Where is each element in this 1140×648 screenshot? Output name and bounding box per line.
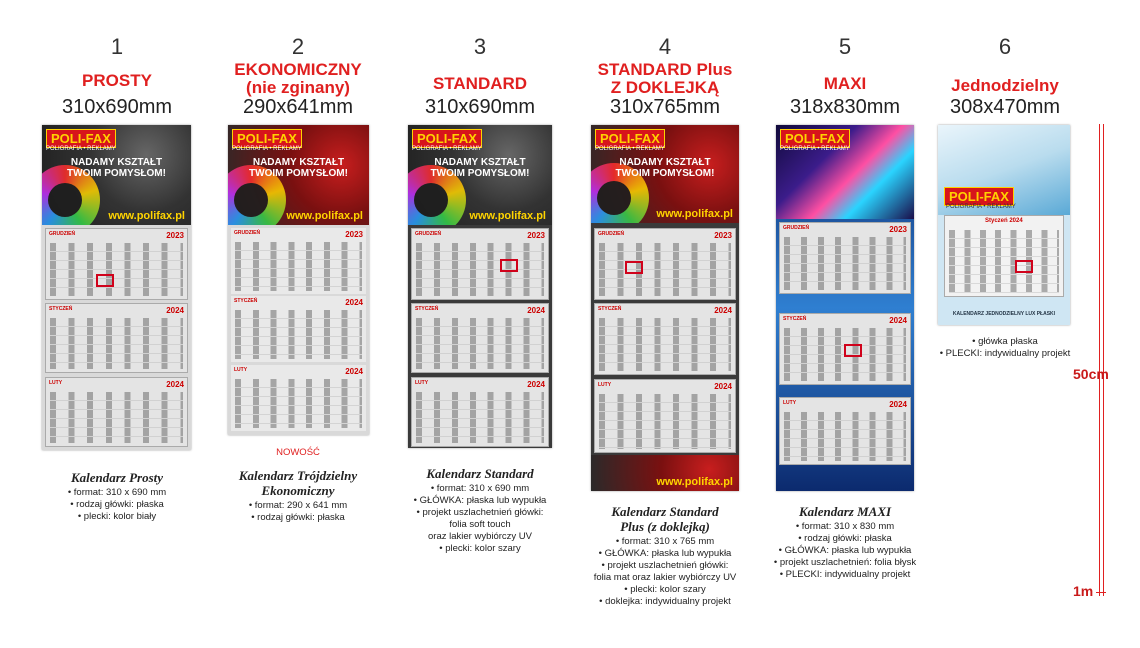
spec-line: • projekt uszlachetnień główki: <box>416 507 544 518</box>
product-size: 308x470mm <box>949 96 1061 118</box>
spec-line: • rodzaj główki: płaska <box>251 512 345 523</box>
spec-line: • plecki: kolor szary <box>439 543 521 554</box>
spec-line: • projekt uszlachetnień: folia błysk <box>773 557 917 568</box>
product-size: 290x641mm <box>242 96 354 118</box>
slogan: NADAMY KSZTAŁT TWOIM POMYSŁOM! <box>67 157 166 179</box>
spec-line: oraz lakier wybiórczy UV <box>428 531 532 542</box>
ruler-label-50cm: 50cm <box>1073 366 1109 382</box>
month-page-feb: LUTY 2024 <box>45 377 188 447</box>
spec-line: • rodzaj główki: płaska <box>70 499 164 510</box>
month-page-dec: GRUDZIEŃ 2023 <box>779 222 911 294</box>
product-title: Jednodzielny <box>951 76 1059 95</box>
product-number: 3 <box>473 34 487 59</box>
spec-line: • format: 310 x 690 mm <box>67 487 167 498</box>
product-caption <box>404 466 556 555</box>
product-title: PROSTY <box>82 71 152 90</box>
date-marker <box>844 344 862 357</box>
calendar-header <box>42 125 191 225</box>
logo-subtitle: POLIGRAFIA • REKLAMY <box>232 146 302 152</box>
spec-line: • plecki: kolor szary <box>624 584 706 595</box>
calendar-header <box>408 125 552 225</box>
spec-line: folia soft touch <box>449 519 511 530</box>
month-page-feb: LUTY 2024 <box>231 365 366 431</box>
product-number: 4 <box>658 34 672 59</box>
date-marker <box>500 259 518 272</box>
logo-subtitle: POLIGRAFIA • REKLAMY <box>46 146 116 152</box>
spec-line: • główka płaska <box>972 336 1038 347</box>
month-page-jan: STYCZEŃ 2024 <box>411 303 549 373</box>
logo: POLI-FAX <box>46 129 116 148</box>
month-page-jan: STYCZEŃ 2024 <box>779 313 911 385</box>
product-title: STANDARD Plus Z DOKLEJKĄ <box>597 60 733 97</box>
month-page-dec: GRUDZIEŃ 2023 <box>594 228 736 300</box>
product-number: 5 <box>838 34 852 59</box>
url-text: www.polifax.pl <box>108 210 185 222</box>
spec-line: folia mat oraz lakier wybiórczy UV <box>593 572 737 583</box>
product-size: 310x765mm <box>609 96 721 118</box>
calendar-image <box>42 125 191 450</box>
ruler-label-1m: 1m <box>1073 583 1094 599</box>
height-ruler <box>1099 124 1104 596</box>
spec-line: • plecki: kolor biały <box>77 511 157 522</box>
spec-line: • format: 290 x 641 mm <box>248 500 348 511</box>
url-text: www.polifax.pl <box>286 210 363 222</box>
calendar-image <box>408 125 552 448</box>
month-page-dec: GRUDZIEŃ 2023 <box>45 228 188 300</box>
product-title: MAXI <box>823 74 867 93</box>
logo-subtitle: POLIGRAFIA • REKLAMY <box>780 146 850 152</box>
logo: POLI-FAX <box>595 129 665 148</box>
calendar-image <box>938 125 1070 325</box>
logo: POLI-FAX <box>232 129 302 148</box>
slogan: NADAMY KSZTAŁT TWOIM POMYSŁOM! <box>615 157 715 179</box>
product-caption <box>587 504 743 608</box>
logo-subtitle: POLIGRAFIA • REKLAMY <box>412 146 482 152</box>
spec-line: • rodzaj główki: płaska <box>798 533 892 544</box>
product-size: 310x690mm <box>61 96 173 118</box>
month-page-dec: GRUDZIEŃ 2023 <box>231 228 366 294</box>
product-number: 2 <box>291 34 305 59</box>
product-size: 310x690mm <box>424 96 536 118</box>
logo-subtitle: POLIGRAFIA • REKLAMY <box>946 204 1016 210</box>
product-title: STANDARD <box>432 74 528 93</box>
month-page-jan: STYCZEŃ 2024 <box>594 303 736 375</box>
month-page-dec: GRUDZIEŃ 2023 <box>411 228 549 300</box>
calendar-header <box>776 125 914 219</box>
product-number: 1 <box>110 34 124 59</box>
product-caption <box>930 336 1080 360</box>
calendar-image <box>776 125 914 491</box>
spec-line: • GŁÓWKA: płaska lub wypukła <box>598 548 732 559</box>
calendar-header <box>938 125 1070 215</box>
calendar-image <box>591 125 739 491</box>
product-caption <box>770 504 920 581</box>
month-page-jan: STYCZEŃ 2024 <box>45 303 188 373</box>
logo-subtitle: POLIGRAFIA • REKLAMY <box>595 146 665 152</box>
product-name: Kalendarz Standard Plus (z doklejką) <box>611 504 719 534</box>
calendar-header <box>228 125 369 225</box>
slogan: NADAMY KSZTAŁT TWOIM POMYSŁOM! <box>430 157 530 179</box>
product-number: 6 <box>998 34 1012 59</box>
date-marker <box>1015 260 1033 273</box>
calendar-header <box>591 125 739 223</box>
product-caption <box>42 470 192 523</box>
month-page-feb: LUTY 2024 <box>594 379 736 453</box>
product-name: Kalendarz Trójdzielny Ekonomiczny <box>238 468 358 498</box>
spec-line: • format: 310 x 690 mm <box>430 483 530 494</box>
url-text: www.polifax.pl <box>469 210 546 222</box>
month-page-feb: LUTY 2024 <box>411 377 549 447</box>
product-size: 318x830mm <box>789 96 901 118</box>
spec-line: • projekt uszlachetnień główki: <box>601 560 729 571</box>
url-text: www.polifax.pl <box>656 476 733 488</box>
new-badge: NOWOŚĆ <box>276 447 320 458</box>
product-name: Kalendarz Standard <box>426 466 534 481</box>
logo: POLI-FAX <box>944 187 1014 206</box>
spec-line: • GŁÓWKA: płaska lub wypukła <box>778 545 912 556</box>
spec-line: • format: 310 x 765 mm <box>615 536 715 547</box>
date-marker <box>625 261 643 274</box>
calendar-footer: KALENDARZ JEDNODZIELNY LUX PŁASKI <box>952 311 1056 317</box>
month-page-feb: LUTY 2024 <box>779 397 911 465</box>
spec-line: • format: 310 x 830 mm <box>795 521 895 532</box>
spec-line: • PLECKI: indywidualny projekt <box>939 348 1071 359</box>
product-title: EKONOMICZNY (nie zginany) <box>234 60 362 97</box>
product-name: Kalendarz MAXI <box>798 504 892 519</box>
spec-line: • GŁÓWKA: płaska lub wypukła <box>413 495 547 506</box>
logo: POLI-FAX <box>780 129 850 148</box>
product-name: Kalendarz Prosty <box>70 470 164 485</box>
spec-line: • PLECKI: indywidualny projekt <box>779 569 911 580</box>
calendar-image <box>228 125 369 435</box>
product-caption <box>223 468 373 524</box>
slogan: NADAMY KSZTAŁT TWOIM POMYSŁOM! <box>249 157 348 179</box>
month-page-jan: STYCZEŃ 2024 <box>231 296 366 362</box>
logo: POLI-FAX <box>412 129 482 148</box>
sticker-doklejka <box>591 455 739 491</box>
url-text: www.polifax.pl <box>656 208 733 220</box>
spec-line: • doklejka: indywidualny projekt <box>599 596 731 607</box>
month-page-single: Styczeń 2024 <box>944 215 1064 297</box>
date-marker <box>96 274 114 287</box>
